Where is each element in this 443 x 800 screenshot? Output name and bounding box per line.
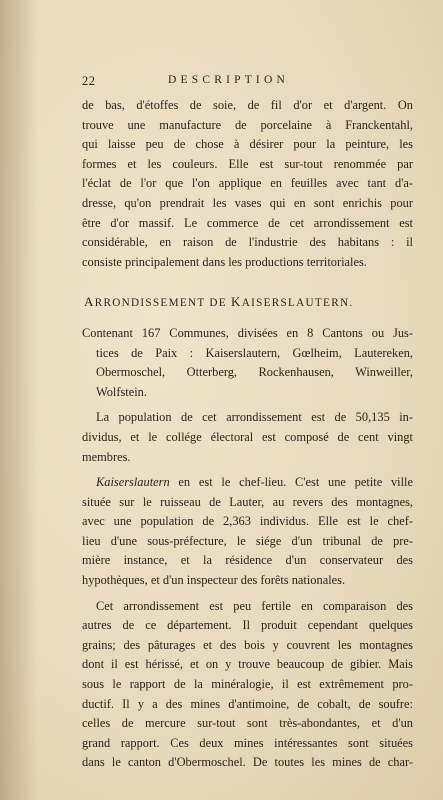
page-header [82,74,413,96]
text-line: dont il est hérissé, et on y trouve beaucoup de gibier. Mais [82,657,413,672]
text-line: trouve une manufacture de porcelaine à Franckentahl, [82,117,413,132]
page-number: 22 [82,74,96,88]
text-line: grains; des pâturages et des bois y couvrent les montagnes [82,637,413,652]
paragraph-2 [82,408,413,467]
text-line: avec une population de 2,363 individus. Elle est le chef- [82,514,413,529]
text-line: l'éclat de l'or que l'on applique en feuilles avec tant d'a- [82,176,413,191]
text-line: grand rapport. Ces deux mines intéressantes sont situées [82,735,413,750]
text-line: qui laisse peu de chose à désirer pour la peinture, les [82,137,413,152]
text-line: située sur le ruisseau de Lauter, au revers des montagnes, [82,494,413,509]
text-line: dans le canton d'Obermoschel. De toutes les mines de char- [82,755,413,770]
italic-term: Kaiserslautern [96,475,170,490]
paragraph-4 [82,597,413,773]
text-line: dividus, et le collége électoral est composé de cent vingt [82,429,413,444]
text-line: de bas, d'étoffes de soie, de fil d'or et d'argent. On [82,98,413,112]
text-line: dresse, qu'on prendrait les vases qui en sont enrichis pour [82,195,413,210]
text-line: autres de ce département. Il produit cependant quelques [82,618,413,633]
body-text [82,96,413,773]
text-line: celles de mercure sur-tout sont très-abondantes, et d'un [82,716,413,731]
text-line: formes et les couleurs. Elle est sur-tout renommée par [82,156,413,171]
text-line: Wolfstein. [96,384,147,399]
text-line: mière instance, et la résidence d'un conservateur des [82,553,413,568]
text-line: Cet arrondissement est peu fertile en comparaison des [96,598,413,613]
section-heading: ARRONDISSEMENT DE KAISERSLAUTERN. [84,294,354,310]
text-line: considérable, en raison de l'industrie des habitans : il [82,235,413,250]
text-line: être d'or massif. Le commerce de cet arrondissement est [82,215,413,230]
text-line: membres. [82,449,131,464]
gutter-shadow [0,0,38,800]
running-title: DESCRIPTION [168,74,289,86]
text-line: Contenant 167 Communes, divisées en 8 Cantons ou Jus- [82,325,413,340]
text-line: ductif. Il y a des mines d'antimoine, de cobalt, de soufre: [82,696,413,711]
text-line: consiste principalement dans les productions territoriales. [82,254,367,269]
text-line: hypothèques, et d'un inspecteur des forêts nationales. [82,573,346,588]
paragraph-1 [82,96,413,272]
paragraph-3 [82,473,413,591]
text-line: lieu d'une sous-préfecture, le siége d'un tribunal de pre- [82,533,413,548]
text-line: tices de Paix : Kaiserslautern, Gœlheim, Lautereken, [96,345,413,360]
text-line: Obermoschel, Otterberg, Rockenhausen, Winweiller, [96,365,413,380]
contenant-block [82,324,413,402]
text-line: La population de cet arrondissement est de 50,135 in- [96,410,413,425]
text-line: sous le rapport de la minéralogie, il est extrêmement pro- [82,677,413,692]
text-line: Kaiserslautern en est le chef-lieu. C'est une petite ville [96,475,413,490]
